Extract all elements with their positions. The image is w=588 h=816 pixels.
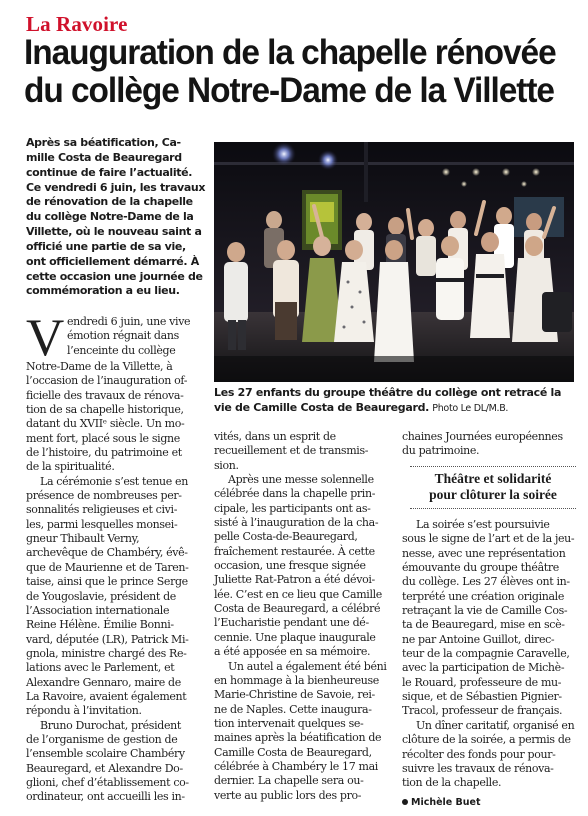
article-column-2 [214,430,394,803]
text-line: de l’histoire, du patrimoine et [26,446,182,460]
text-line: que de Maurienne et de Taren- [26,560,189,574]
text-line: le Rouard, professeure de mu- [402,675,562,689]
text-line: La cérémonie s’est tenue en [40,474,188,488]
text-line: recueillement et de transmis- [214,444,369,458]
text-line: a été apposée en sa mémoire. [214,645,371,659]
text-line: gneur Thibault Verny, [26,532,140,546]
text-line: Tracol, professeur de français. [402,704,563,718]
author-signature [402,797,481,808]
text-line: de Yougoslavie, président de [26,589,176,603]
dropcap-block [26,315,206,360]
text-line: ficielle des travaux de rénova- [26,388,184,402]
text-line: occasion, une fresque signée [214,559,366,573]
text-line: cette occasion une journée de [26,269,203,283]
lead-paragraph [26,136,206,299]
text-line: ont officiellement démarré. À [26,254,199,268]
text-line: gnola, ministre chargé des Re- [26,646,187,660]
headline-line: du collège Notre-Dame de la Villette [24,71,554,110]
text-line: de la spiritualité. [26,460,115,474]
text-line: du collège. Les 27 élèves ont in- [402,575,570,589]
text-line: datant du XVIIᵉ siècle. Un mo- [26,417,185,431]
text-line: officié une partie de sa vie, [26,239,186,253]
text-line: cipale, les participants ont as- [214,501,371,515]
text-line: terprété une création originale [402,589,565,603]
text-line: sisté à l’inauguration de la cha- [214,516,379,530]
text-line: ordinateur, ont accueilli les in- [26,790,185,804]
text-line: glioni, chef d’établissement co- [26,775,189,789]
text-line: archevêque de Chambéry, évê- [26,546,188,560]
text-line: sonnalités religieuses et civi- [26,503,178,517]
text-line: ment fort, placé sous le signe [26,431,180,445]
text-line: émouvante du groupe théâtre [402,561,559,575]
text-line: émotion régnait dans [66,329,179,343]
headline [24,33,556,110]
article-column-1 [26,315,206,805]
text-line: Notre-Dame de la Villette, à [26,360,173,373]
text-line: célébrée à Chambéry le 17 mai [214,759,378,773]
text-line: mille Costa de Beauregard [26,150,182,164]
text-line: tion de la chapelle. [402,776,502,790]
text-line: sous le signe de l’art et de la jeu- [402,532,575,546]
text-line: l’ensemble scolaire Chambéry [26,747,185,761]
caption-text: Les 27 enfants du groupe théâtre du collège ont retracé la vie de Camille Costa de Beauregard. [214,386,562,414]
text-line: du collège Notre-Dame de la [26,210,194,224]
text-line: présence de nombreuses per- [26,489,182,503]
text-line: tion de sa chapelle historique, [26,403,184,417]
text-line: de rénovation de la chapelle [26,195,193,209]
text-line: les, parmi lesquelles monsei- [26,517,178,531]
text-line: ta de Beauregard, mise en scè- [402,618,565,632]
text-line: l’enceinte du collège [66,343,176,357]
headline-line: Inauguration de la chapelle rénovée [24,33,556,72]
text-line: sion. [214,458,239,472]
text-line: fraîchement restaurée. À cette [214,544,375,558]
text-line: Bruno Durochat, président [40,718,181,732]
text-line: Ce vendredi 6 juin, les travaux [26,180,206,194]
subheading-line: pour clôturer la soirée [429,487,557,502]
text-line: commémoration a eu lieu. [26,284,180,298]
text-line: Un dîner caritatif, organisé en [416,718,575,732]
text-line: clôture de la soirée, a permis de [402,733,571,747]
bullet-icon [402,799,408,805]
text-line: Un autel a également été béni [228,659,387,673]
text-line: de l’organisme de gestion de [26,732,178,746]
dropcap-letter: V [26,315,64,360]
text-line: Juliette Rat-Patron a été dévoi- [214,573,375,587]
text-line: répondu à l’invitation. [26,704,142,718]
text-line: teur de la compagnie Caravelle, [402,647,570,661]
text-line: pelle Costa-de-Beauregard, [214,530,358,544]
text-line: sique, et de Sébastien Pignier- [402,690,562,704]
text-line: vard, députée (LR), Patrick Mi- [26,632,189,646]
photo-credit: Photo Le DL/M.B. [432,402,509,414]
article-column-3 [402,430,578,459]
text-line: l’Association internationale [26,603,170,617]
text-line: tion intervenait quelques se- [214,716,364,730]
text-line: Alexandre Gennaro, maire de [26,675,181,689]
subheading-line: Théâtre et solidarité [434,471,552,486]
text-line: avec la participation de Michè- [402,661,565,675]
text-line: célébrée dans la chapelle prin- [214,487,376,501]
text-line: l’occasion de l’inauguration of- [26,374,188,388]
section-label: La Ravoire [26,12,128,36]
author-name: Michèle Buet [411,797,481,808]
photo-caption [214,386,578,416]
text-line: nesse, avec une représentation [402,546,566,560]
text-line: La Ravoire, avaient également [26,689,187,703]
subheading [410,471,576,503]
text-line: Après une messe solennelle [228,473,374,487]
text-line: Camille Costa de Beauregard, [214,745,372,759]
subhead-rule-bottom [410,508,576,509]
text-line: continue de faire l’actualité. [26,165,193,179]
text-line: dernier. La chapelle sera ou- [214,774,364,788]
text-line: La soirée s’est poursuivie [416,518,550,531]
text-line: du patrimoine. [402,444,480,458]
text-line: récolter des fonds pour pour- [402,747,556,761]
article-column-3-lower [402,518,578,791]
text-line: suivre les travaux de rénova- [402,761,554,775]
text-line: retraçant la vie de Camille Cos- [402,604,568,618]
text-line: cennie. Une plaque inaugurale [214,630,376,644]
subhead-rule-top [410,466,576,467]
text-line: l’Eucharistie pendant une dé- [214,616,369,630]
text-line: endredi 6 juin, une vive [66,315,191,328]
text-line: Après sa béatification, Ca- [26,136,181,149]
stage-scene-illustration [214,142,574,382]
text-line: lations avec le Parlement, et [26,661,175,675]
text-line: Villette, où le nouveau saint a [26,225,202,239]
text-line: Reine Hélène. Émilie Bonni- [26,618,174,632]
text-line: Costa de Beauregard, a célébré [214,602,381,616]
text-line: Marie-Christine de Savoie, rei- [214,688,375,702]
text-line: ne de Naples. Cette inaugura- [214,702,372,716]
text-line: en hommage à la bienheureuse [214,673,379,687]
text-line: ne par Antoine Guillot, direc- [402,632,555,646]
text-line: Beauregard, et Alexandre Do- [26,761,183,775]
text-line: vités, dans un esprit de [214,430,336,443]
text-line: lée. C’est en ce lieu que Camille [214,587,382,601]
text-line: chaines Journées européennes [402,430,563,443]
text-line: taise, ainsi que le prince Serge [26,575,188,589]
text-line: maines après la béatification de [214,731,382,745]
text-line: verte au public lors des pro- [214,788,362,802]
theatre-group-photo [214,142,574,382]
